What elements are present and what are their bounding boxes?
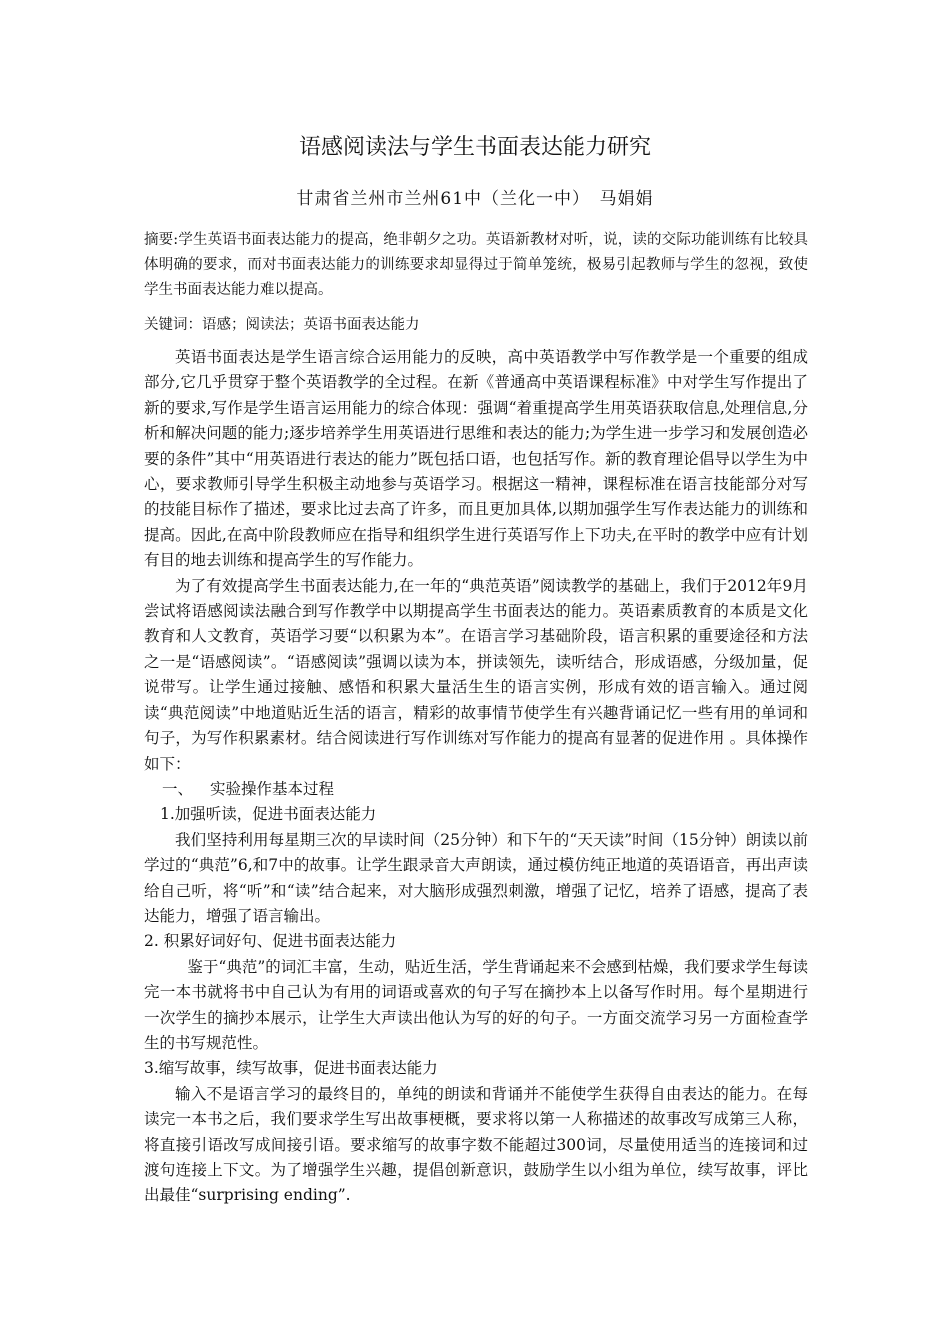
paragraph: 英语书面表达是学生语言综合运用能力的反映，高中英语教学中写作教学是一个重要的组成部分,它几乎贯穿于整个英语教学的全过程。在新《普通高中英语课程标准》中对学生写作提出了新的要求,写作是学生语言运用能力的综合体现：强调“着重提高学生用英语获取信息,处理信息,分析和解决问题的能力;逐步培养学生用英语进行思维和表达的能力;为学生进一步学习和发展创造必要的条件”其中“用英语进行表达的能力”既包括口语，也包括写作。新的教育理论倡导以学生为中心，要求教师引导学生积极主动地参与英语学习。根据这一精神，课程标准在语言技能部分对写的技能目标作了描述，要求比过去高了许多，而且更加具体,以期加强学生写作表达能力的训练和提高。因此,在高中阶段教师应在指导和组织学生进行英语写作上下功夫,在平时的教学中应有计划有目的地去训练和提高学生的写作能力。 <box>144 348 808 570</box>
subsection-heading: 3.缩写故事，续写故事，促进书面表达能力 <box>144 1059 438 1078</box>
paragraph: 为了有效提高学生书面表达能力,在一年的“典范英语”阅读教学的基础上，我们于2012年9月尝试将语感阅读法融合到写作教学中以期提高学生书面表达的能力。英语素质教育的本质是文化教育和人文教育，英语学习要“以积累为本”。在语言学习基础阶段，语言积累的重要途径和方法之一是“语感阅读”。“语感阅读”强调以读为本，拼读领先，读听结合，形成语感，分级加量，促说带写。让学生通过接触、感悟和积累大量活生生的语言实例，形成有效的语言输入。通过阅读“典范阅读”中地道贴近生活的语言，精彩的故事情节使学生有兴趣背诵记忆一些有用的单词和句子，为写作积累素材。结合阅读进行写作训练对写作能力的提高有显著的促进作用 。具体操作如下： <box>144 576 808 773</box>
abstract: 摘要:学生英语书面表达能力的提高，绝非朝夕之功。英语新教材对听，说，读的交际功能训练有比较具体明确的要求，而对书面表达能力的训练要求却显得过于简单笼统，极易引起教师与学生的忽视，致使学生书面表达能力难以提高。 <box>144 232 808 298</box>
author-line: 甘肃省兰州市兰州61中（兰化一中） 马娟娟 <box>296 189 654 209</box>
paragraph: 我们坚持利用每星期三次的早读时间（25分钟）和下午的“天天读”时间（15分钟）朗读以前学过的“典范”6,和7中的故事。让学生跟录音大声朗读，通过模仿纯正地道的英语语音，再出声读给自己听，将“听”和“读”结合起来，对大脑形成强烈刺激，增强了记忆，培养了语感，提高了表达能力，增强了语言输出。 <box>144 830 808 925</box>
section-heading-text: 实验操作基本过程 <box>210 779 335 798</box>
paragraph: 鉴于“典范”的词汇丰富，生动，贴近生活，学生背诵起来不会感到枯燥，我们要求学生每读完一本书就将书中自己认为有用的词语或喜欢的句子写在摘抄本上以备写作时用。每个星期进行一次学生的摘抄本展示，让学生大声读出他认为写的好的句子。一方面交流学习另一方面检查学生的书写规范性。 <box>144 957 808 1052</box>
page-title: 语感阅读法与学生书面表达能力研究 <box>298 135 651 160</box>
section-heading <box>144 777 808 802</box>
article-body <box>144 345 808 1209</box>
keywords: 关键词：语感；阅读法；英语书面表达能力 <box>144 317 420 333</box>
subsection-heading: 2. 积累好词好句、促进书面表达能力 <box>144 932 397 951</box>
paragraph: 输入不是语言学习的最终目的，单纯的朗读和背诵并不能使学生获得自由表达的能力。在每读完一本书之后，我们要求学生写出故事梗概，要求将以第一人称描述的故事改写成第三人称，将直接引语改写成间接引语。要求缩写的故事字数不能超过300词，尽量使用适当的连接词和过渡句连接上下文。为了增强学生兴趣，提倡创新意识，鼓励学生以小组为单位，续写故事，评比出最佳“surprising ending”. <box>144 1084 808 1205</box>
section-number: 一、 <box>162 779 194 798</box>
subsection-heading: 1.加强听读，促进书面表达能力 <box>160 805 377 824</box>
